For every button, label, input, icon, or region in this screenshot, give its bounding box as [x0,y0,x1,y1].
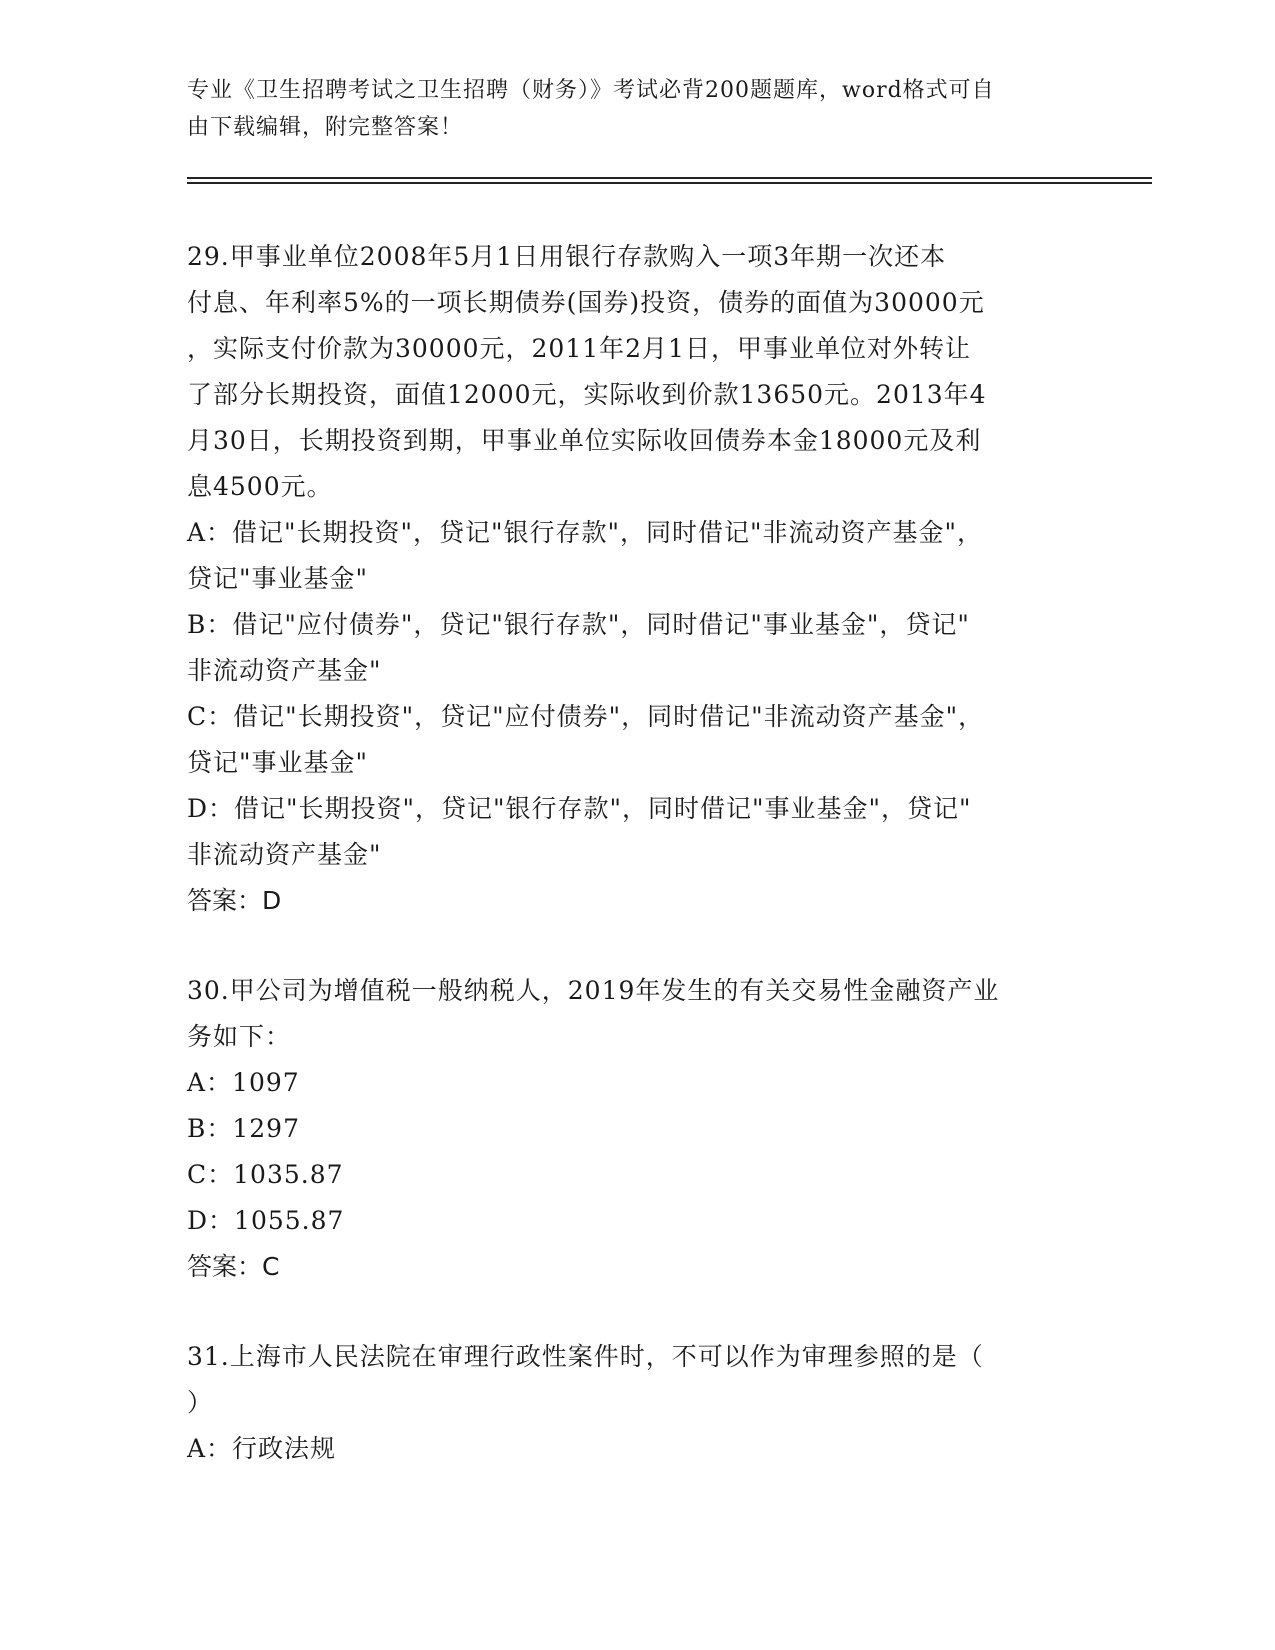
question-list [187,234,1087,1472]
question-29 [187,234,1087,924]
question-text-line: ） [187,1388,214,1417]
option-a: A：行政法规 [187,1434,337,1463]
option-text-line: 贷记"事业基金" [187,564,368,593]
option-text-line: B：借记"应付债券"，贷记"银行存款"，同时借记"事业基金"，贷记" [187,610,970,639]
question-text-line: ，实际支付价款为30000元，2011年2月1日，甲事业单位对外转让 [187,334,971,363]
question-text-line: 月30日，长期投资到期，甲事业单位实际收回债券本金18000元及利 [187,426,982,455]
answer-text: 答案：C [187,1252,280,1281]
question-text-line: 了部分长期投资，面值12000元，实际收到价款13650元。2013年4 [187,380,987,409]
option-a [187,510,1087,602]
option-text-line: D：借记"长期投资"，贷记"银行存款"，同时借记"事业基金"，贷记" [187,794,972,823]
question-text-line: 息4500元。 [187,472,333,501]
option-c: C：1035.87 [187,1160,344,1189]
option-text-line: 贷记"事业基金" [187,748,368,777]
question-text-line: 29.甲事业单位2008年5月1日用银行存款购入一项3年期一次还本 [187,242,947,271]
option-d [187,786,1087,878]
option-text-line: 非流动资产基金" [187,840,382,869]
question-text-line: 30.甲公司为增值税一般纳税人，2019年发生的有关交易性金融资产业 [187,976,1000,1005]
question-text-line: 务如下： [187,1022,292,1051]
question-31 [187,1334,1087,1472]
document-header [187,72,1067,146]
option-a: A：1097 [187,1068,300,1097]
answer-text: 答案：D [187,886,282,915]
option-text-line: 非流动资产基金" [187,656,382,685]
option-d: D：1055.87 [187,1206,345,1235]
option-b: B：1297 [187,1114,300,1143]
header-line: 专业《卫生招聘考试之卫生招聘（财务）》考试必背200题题库，word格式可自 [187,78,995,103]
question-30 [187,968,1087,1290]
header-divider-top [187,177,1152,179]
option-text-line: C：借记"长期投资"，贷记"应付债券"，同时借记"非流动资产基金"， [187,702,985,731]
option-b [187,602,1087,694]
option-c [187,694,1087,786]
option-text-line: A：借记"长期投资"，贷记"银行存款"，同时借记"非流动资产基金"， [187,518,984,547]
header-divider-bottom [187,182,1152,184]
question-text-line: 31.上海市人民法院在审理行政性案件时，不可以作为审理参照的是（ [187,1342,984,1371]
header-line: 由下载编辑，附完整答案！ [187,115,464,140]
question-text-line: 付息、年利率5%的一项长期债券(国券)投资，债券的面值为30000元 [187,288,985,317]
